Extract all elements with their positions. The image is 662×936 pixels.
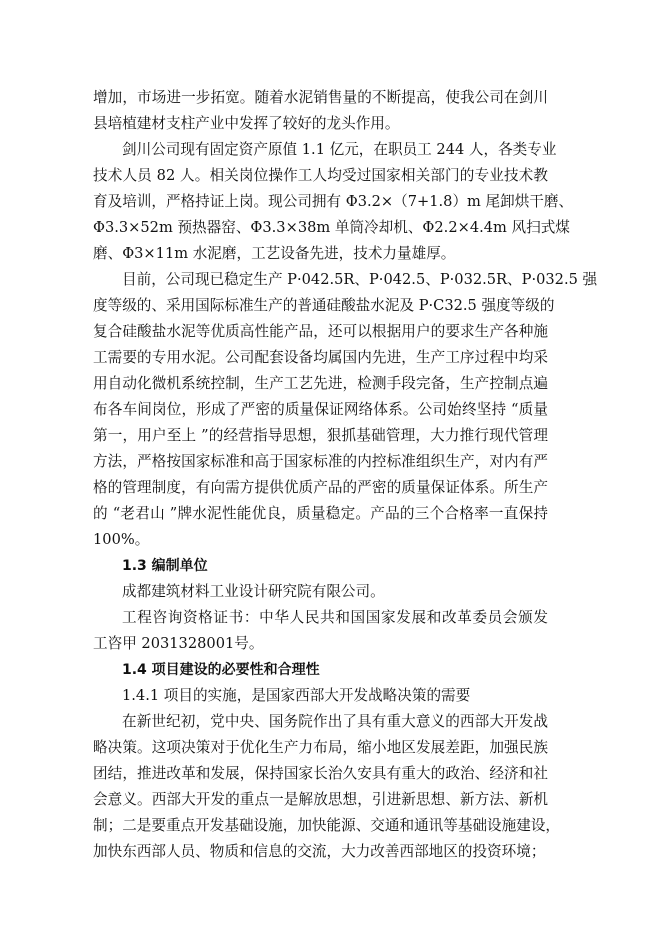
paragraph xyxy=(93,605,548,657)
text-line: 剑川公司现有固定资产原值 1.1 亿元，在职员工 244 人，各类专业 xyxy=(122,141,557,158)
text-line: 布各车间岗位，形成了严密的质量保证网络体系。公司始终坚持 “质量 xyxy=(93,401,548,418)
text-line: 工需要的专用水泥。公司配套设备均属国内先进，生产工序过程中均采 xyxy=(93,349,548,366)
document-body xyxy=(93,85,598,865)
paragraph xyxy=(93,709,561,865)
text-line: 度等级的、采用国际标准生产的普通硅酸盐水泥及 P·C32.5 强度等级的 xyxy=(93,297,555,314)
text-line: 磨、Φ3×11m 水泥磨，工艺设备先进，技术力量雄厚。 xyxy=(93,245,456,262)
text-line: 增加，市场进一步拓宽。随着水泥销售量的不断提高，使我公司在剑川 xyxy=(93,89,548,106)
text-line: 100%。 xyxy=(93,531,150,548)
text-line: 1.4 项目建设的必要性和合理性 xyxy=(122,662,320,678)
text-line: 加快东西部人员、物质和信息的交流，大力改善西部地区的投资环境； xyxy=(93,843,546,860)
text-line: 制；二是要重点开发基础设施，加快能源、交通和通讯等基础设施建设， xyxy=(93,817,561,834)
text-line: 技术人员 82 人。相关岗位操作工人均受过国家相关部门的专业技术教 xyxy=(93,167,548,184)
text-line: 成都建筑材料工业设计研究院有限公司。 xyxy=(122,583,385,600)
text-line: 略决策。这项决策对于优化生产力布局，缩小地区发展差距，加强民族 xyxy=(93,739,548,756)
text-line: 格的管理制度，有向需方提供优质产品的严密的质量保证体系。所生产 xyxy=(93,479,548,496)
paragraph xyxy=(93,683,548,709)
text-line: 方法，严格按国家标准和高于国家标准的内控标准组织生产，对内有严 xyxy=(93,453,548,470)
text-line: 目前，公司现已稳定生产 P·042.5R、P·042.5、P·032.5R、P·032.5 强 xyxy=(122,271,598,288)
section-heading xyxy=(93,657,548,683)
text-line: 工程咨询资格证书：中华人民共和国国家发展和改革委员会颁发 xyxy=(122,609,548,626)
text-line: 团结，推进改革和发展，保持国家长治久安具有重大的政治、经济和社 xyxy=(93,765,548,782)
paragraph xyxy=(93,85,548,137)
paragraph xyxy=(93,267,598,553)
text-line: 育及培训，严格持证上岗。现公司拥有 Φ3.2×（7+1.8）m 尾卸烘干磨、 xyxy=(93,193,574,210)
section-heading xyxy=(93,553,548,579)
paragraph xyxy=(93,579,548,605)
text-line: 复合硅酸盐水泥等优质高性能产品，还可以根据用户的要求生产各种施 xyxy=(93,323,548,340)
text-line: 第一，用户至上 ”的经营指导思想，狠抓基础管理，大力推行现代管理 xyxy=(93,427,548,444)
text-line: 1.4.1 项目的实施，是国家西部大开发战略决策的需要 xyxy=(122,687,471,704)
text-line: 工咨甲 2031328001号。 xyxy=(93,635,264,652)
text-line: 1.3 编制单位 xyxy=(122,558,208,574)
paragraph xyxy=(93,137,574,267)
text-line: 在新世纪初，党中央、国务院作出了具有重大意义的西部大开发战 xyxy=(122,713,548,730)
text-line: Φ3.3×52m 预热器窑、Φ3.3×38m 单筒冷却机、Φ2.2×4.4m 风扫式煤 xyxy=(93,219,570,236)
text-line: 用自动化微机系统控制，生产工艺先进，检测手段完备，生产控制点遍 xyxy=(93,375,548,392)
text-line: 的 “老君山 ”牌水泥性能优良，质量稳定。产品的三个合格率一直保持 xyxy=(93,505,548,522)
text-line: 会意义。西部大开发的重点一是解放思想，引进新思想、新方法、新机 xyxy=(93,791,548,808)
text-line: 县培植建材支柱产业中发挥了较好的龙头作用。 xyxy=(93,115,400,132)
